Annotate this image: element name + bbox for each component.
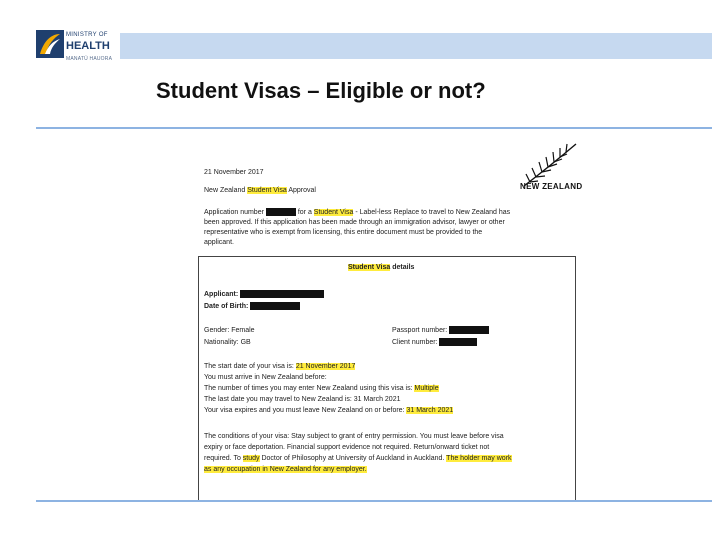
conditions-line1: The conditions of your visa: Stay subject to grant of entry permission. You must leave before visa — [204, 433, 504, 440]
expiry-row: Your visa expires and you must leave New Zealand on or before: 31 March 2021 — [204, 407, 454, 414]
doc-approval-heading: New Zealand Student Visa Approval — [204, 187, 316, 194]
start-date-row: The start date of your visa is: 21 November 2017 — [204, 363, 356, 370]
gender-row: Gender: Female — [204, 327, 255, 334]
visa-details-heading: Student Visa details — [348, 264, 415, 271]
passport-row: Passport number: — [392, 326, 489, 335]
logo-line1: MINISTRY OF — [66, 32, 108, 38]
conditions-line4: as any occupation in New Zealand for any employer. — [204, 466, 367, 473]
doc-date: 21 November 2017 — [204, 169, 264, 176]
conditions-line3: required. To study Doctor of Philosophy at University of Auckland in Auckland. The holder may work — [204, 455, 512, 462]
logo-line2: HEALTH — [66, 40, 110, 52]
doc-para-line1: Application number for a Student Visa - Label-less Replace to travel to New Zealand has — [204, 209, 511, 216]
nz-logo-text: NEW ZEALAND — [520, 182, 583, 191]
ministry-of-health-logo — [36, 30, 120, 68]
last-date-row: The last date you may travel to New Zealand is: 31 March 2021 — [204, 396, 401, 403]
dob-row: Date of Birth: — [204, 302, 300, 311]
entries-row: The number of times you may enter New Zealand using this visa is: Multiple — [204, 385, 439, 392]
visa-document-image — [198, 160, 598, 500]
conditions-line2: expiry or face deportation. Financial support evidence not required. Return/onward ticket not — [204, 444, 490, 451]
fern-logo-icon — [36, 30, 64, 58]
applicant-row: Applicant: — [204, 290, 324, 299]
doc-para-line2: been approved. If this application has been made through an immigration advisor, lawyer or other — [204, 219, 505, 226]
logo-line3: MANATŪ HAUORA — [66, 56, 113, 62]
doc-para-line3: representative who is exempt from licensing, this entire document must be provided to the — [204, 229, 483, 236]
redaction-bar — [439, 338, 477, 346]
redaction-bar — [250, 302, 300, 310]
slide-title: Student Visas – Eligible or not? — [156, 78, 486, 103]
client-row: Client number: — [392, 338, 477, 347]
arrive-row: You must arrive in New Zealand before: — [204, 374, 327, 381]
nationality-row: Nationality: GB — [204, 339, 251, 346]
footer-divider — [36, 500, 712, 502]
redaction-bar — [240, 290, 324, 298]
title-divider — [36, 127, 712, 129]
redaction-bar — [449, 326, 489, 334]
redaction-bar — [266, 208, 296, 216]
doc-para-line4: applicant. — [204, 239, 234, 246]
header-band — [120, 33, 712, 59]
